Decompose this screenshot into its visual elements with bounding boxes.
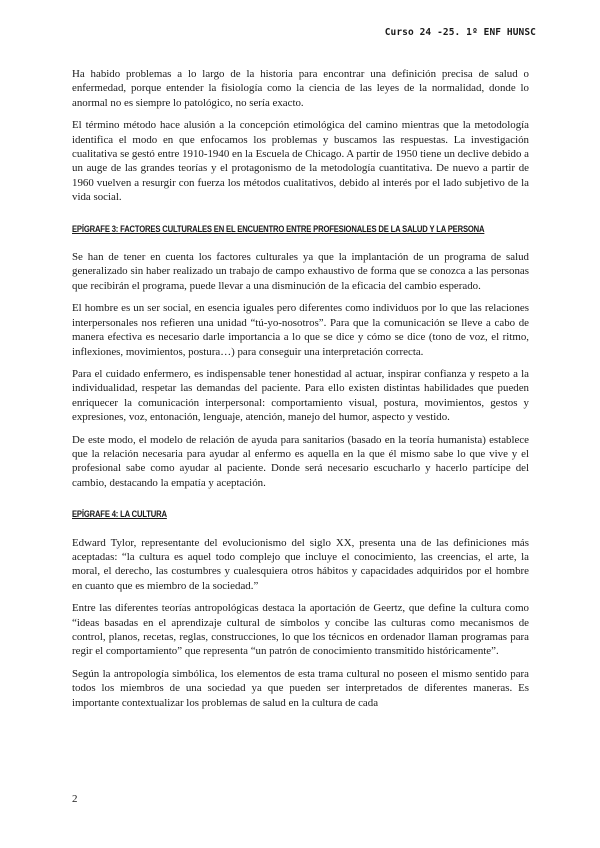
- body-paragraph: Se han de tener en cuenta los factores culturales ya que la implantación de un programa de salud generalizado sin haber realizado un trabajo de campo exhaustivo de forma que se conozca a las personas que recibirán el programa, puede llevar a una disminución de la eficacia del cambio esperado.: [72, 251, 529, 292]
- body-paragraph: Para el cuidado enfermero, es indispensable tener honestidad al actuar, inspirar confianza y respeto a la individualidad, respetar las demandas del paciente. Para ello existen distintas habilidades que pueden enriquecer la comunicación interpersonal: comportamiento visual, postura, movimientos, gestos y expresiones, voz, entonación, lenguaje, atención, manejo del humor, aspecto y vestido.: [72, 367, 529, 424]
- section-heading-epigrafe-3: EPÍGRAFE 3: FACTORES CULTURALES EN EL ENCUENTRO ENTRE PROFESIONALES DE LA SALUD Y LA PERSONA: [72, 223, 485, 234]
- body-paragraph: De este modo, el modelo de relación de ayuda para sanitarios (basado en la teoría humanista) establece que la relación necesaria para ayudar al enfermo es aquella en la que él mismo sabe lo que vive y el profesional sabe como ayudar al paciente. Donde será necesario escucharlo y hacerlo partícipe del cambio, destacando la empatía y aceptación.: [72, 433, 529, 489]
- body-paragraph: El término método hace alusión a la concepción etimológica del camino mientras que la metodología identifica el modo en que enfocamos los problemas y buscamos las respuestas. La investigación cualitativa se gestó entre 1910-1940 en la Escuela de Chicago. A partir de 1950 tiene un declive debido a un auge de las grandes teorías y el protagonismo de la metodología cuantitativa. De nuevo a partir de 1960 vuelven a resurgir con fuerza los métodos cualitativos, debido al interés por el lado subjetivo de la vida social.: [72, 119, 529, 204]
- body-paragraph: Edward Tylor, representante del evolucionismo del siglo XX, presenta una de las definiciones más aceptadas: “la cultura es aquel todo complejo que incluye el conocimiento, las creencias, el arte, la moral, el derecho, las costumbres y cualesquiera otros hábitos y capacidades adquiridos por el hombre en cuanto que es miembro de la sociedad.”: [72, 536, 529, 592]
- body-paragraph: El hombre es un ser social, en esencia iguales pero diferentes como individuos por lo que las relaciones interpersonales nos refieren una unidad “tú-yo-nosotros”. Para que la comunicación se lleve a cabo de manera efectiva es necesario darle importancia a lo que se dice y cómo se dice (tono de voz, el ritmo, inflexiones, movimientos, postura…) para conseguir una interpretación correcta.: [72, 302, 529, 358]
- body-paragraph: Ha habido problemas a lo largo de la historia para encontrar una definición precisa de salud o enfermedad, porque entender la fisiología como la ciencia de las leyes de la normalidad, donde lo anormal no es siempre lo patológico, no sería exacto.: [72, 68, 529, 109]
- course-header: Curso 24 -25. 1º ENF HUNSC: [384, 27, 536, 38]
- section-heading-epigrafe-4: EPÍGRAFE 4: LA CULTURA: [72, 509, 167, 520]
- body-paragraph: Según la antropología simbólica, los elementos de esta trama cultural no poseen el mismo sentido para todos los miembros de una sociedad ya que pueden ser interpretados de diferentes maneras. Es importante contextualizar los problemas de salud en la cultura de cada: [72, 667, 529, 709]
- body-paragraph: Entre las diferentes teorías antropológicas destaca la aportación de Geertz, que define la cultura como “ideas basadas en el aprendizaje cultural de símbolos y concibe las culturas como mecanismos de control, planos, recetas, reglas, construcciones, lo que los técnicos en ordenador llaman programas para regir el comportamiento” que representa “un patrón de conocimiento transmitido históricamente”.: [72, 602, 529, 658]
- page-number: 2: [72, 793, 78, 805]
- page-body: [72, 67, 529, 718]
